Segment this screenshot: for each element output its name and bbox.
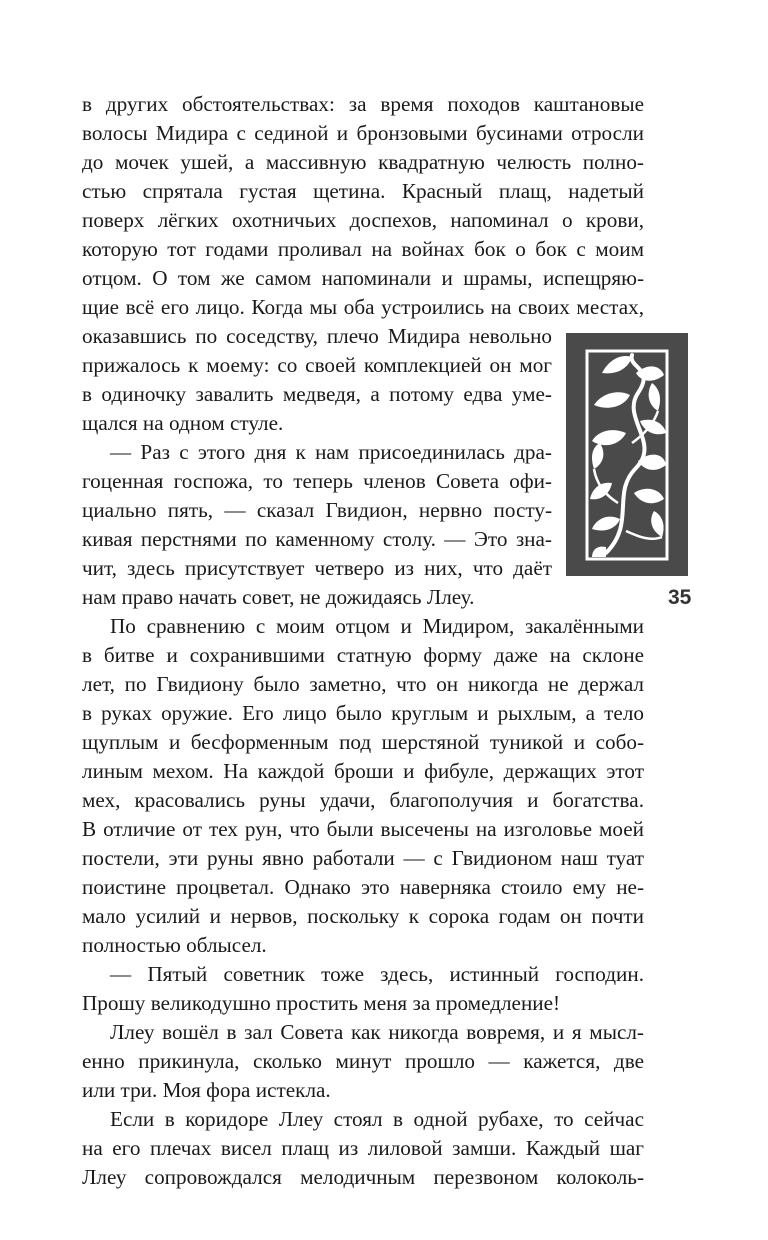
text-line: или три. Моя фора истекла. [82,1078,331,1102]
text-line: поверх лёгких охотничьих доспехов, напоминал о крови, [82,208,644,232]
text-line: мало усилий и нервов, поскольку к сорока годам он почти [82,904,644,928]
text-line: которую тот годами проливал на войнах бок о бок с моим [82,237,644,261]
text-line: стью спрятала густая щетина. Красный плащ, надетый [82,179,644,203]
text-line: щался на одном стуле. [82,411,284,435]
text-line: Ллеу сопровождался мелодичным перезвоном колоколь- [82,1165,644,1189]
text-line: на его плечах висел плащ из лиловой замши. Каждый шаг [82,1136,644,1160]
text-line: прижалось к моему: со своей комплекцией он мог [82,353,552,377]
text-line: щуплым и бесформенным под шерстяной туникой и собо- [82,730,644,754]
text-line: В отличие от тех рун, что были высечены на изголовье моей [82,817,644,841]
text-line: в битве и сохранившими статную форму даже на склоне [82,643,644,667]
text-line: енно прикинула, сколько минут прошло — кажется, две [82,1049,644,1073]
text-line: отцом. О том же самом напоминали и шрамы, испещряю- [82,266,644,290]
text-line: гоценная госпожа, то теперь членов Совета офи- [82,469,552,493]
text-line: Если в коридоре Ллеу стоял в одной рубахе, то сейчас [110,1107,644,1131]
leaf-vine-ornament-icon [566,333,688,576]
text-line: По сравнению с моим отцом и Мидиром, закалёнными [110,614,644,638]
text-line: в других обстоятельствах: за время походов каштановые [82,92,644,116]
text-line: лет, по Гвидиону было заметно, что он никогда не держал [82,672,644,696]
text-line: Ллеу вошёл в зал Совета как никогда вовремя, и я мысл- [110,1020,644,1044]
text-line: нам право начать совет, не дожидаясь Ллеу. [82,585,475,609]
text-line: полностью облысел. [82,933,267,957]
text-line: Прошу великодушно простить меня за промедление! [82,991,561,1015]
text-line: — Пятый советник тоже здесь, истинный господин. [110,962,644,986]
page-number: 35 [668,586,692,609]
text-line: циально пять, — сказал Гвидион, нервно посту- [82,498,552,522]
text-line: волосы Мидира с сединой и бронзовыми бусинами отросли [82,121,644,145]
text-line: чит, здесь присутствует четверо из них, что даёт [82,556,552,580]
text-line: постели, эти руны явно работали — с Гвидионом наш туат [82,846,644,870]
text-line: линым мехом. На каждой броши и фибуле, держащих этот [82,759,644,783]
text-line: в одиночку завалить медведя, а потому едва уме- [82,382,552,406]
text-line: поистине процветал. Однако это наверняка стоило ему не- [82,875,644,899]
text-line: — Раз с этого дня к нам присоединилась дра- [110,440,552,464]
text-line: оказавшись по соседству, плечо Мидира невольно [82,324,552,348]
text-line: щие всё его лицо. Когда мы оба устроились на своих местах, [82,295,644,319]
text-line: до мочек ушей, а массивную квадратную челюсть полно- [82,150,644,174]
text-line: кивая перстнями по каменному столу. — Это зна- [82,527,552,551]
text-line: в руках оружие. Его лицо было круглым и рыхлым, а тело [82,701,644,725]
text-line: мех, красовались руны удачи, благополучия и богатства. [82,788,644,812]
